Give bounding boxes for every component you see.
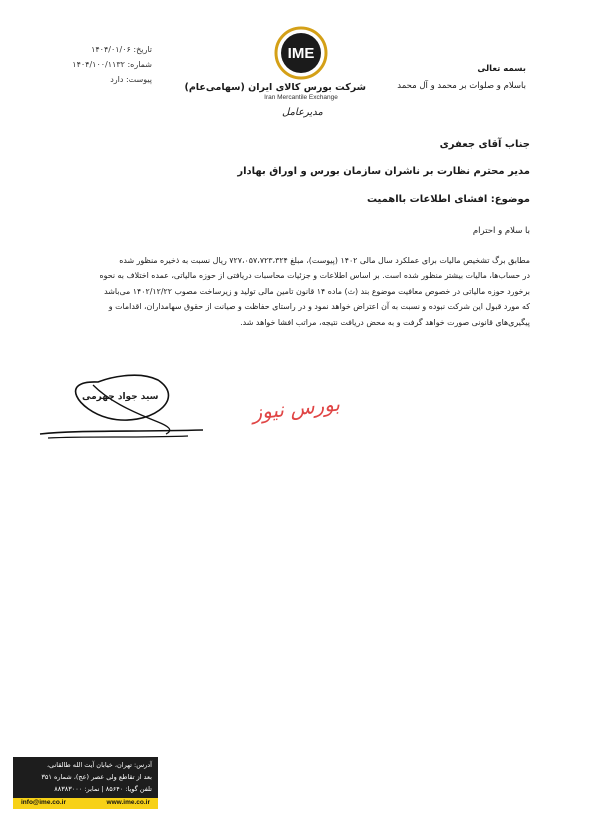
company-name-fa: شرکت بورس کالای ایران (سهامی‌عام) — [184, 82, 366, 93]
signatory-name: سید جواد جهرمی — [82, 392, 159, 402]
addressee-position: مدیر محترم نظارت بر ناشران سازمان بورس و اوراق بهادار — [237, 166, 530, 177]
letter-body — [58, 253, 530, 330]
ime-logo-letters: IME — [287, 45, 315, 62]
handwritten-signature — [38, 370, 208, 450]
salutation-text: باسلام و صلوات بر محمد و آل محمد — [397, 81, 526, 91]
addressee-name: جناب آقای جعفری — [439, 139, 530, 150]
footer-contact-block — [13, 757, 158, 809]
greeting-text: با سلام و احترام — [472, 226, 530, 236]
ceo-signature-mark: مدیرعامل — [282, 107, 323, 118]
letter-meta — [72, 42, 152, 87]
body-line: در حساب‌ها، مالیات بیشتر منظور شده است. بر اساس اطلاعات و جزئیات محاسبات دریافتی از حوزه مالیاتی، عمده اختلاف به نحوه — [99, 271, 530, 281]
footer-phones: تلفن گویا: ۸۵۶۴۰ | نمابر: ۸۸۳۸۳۰۰۰ — [54, 785, 152, 793]
bismillah-text: بسمه تعالی — [477, 64, 526, 74]
company-logo-block — [184, 26, 366, 101]
footer-web-contacts — [13, 799, 158, 809]
letter-number: شماره: ۱۴۰۴/۱۰۰/۱۱۳۲ — [72, 60, 152, 69]
body-line: برخورد حوزه مالیاتی در خصوص معافیت موضوع بند (ث) ماده ۱۴ قانون تامین مالی تولید و زیرساخت مصوب ۱۴۰۲/۱۲/۲۲ می‌باشد — [104, 286, 530, 296]
footer-address-line2: بعد از تقاطع ولی عصر (عج)، شماره ۳۵۱ — [41, 773, 152, 781]
body-line: مطابق برگ تشخیص مالیات برای عملکرد سال مالی ۱۴۰۲ (پیوست)، مبلغ ۷۲۷،۰۵۷،۷۲۳،۳۲۴ ریال نسبت به ذخیره منظور شده — [119, 256, 530, 265]
ime-logo-icon — [274, 26, 328, 80]
footer-address-line1: آدرس: تهران، خیابان آیت الله طالقانی، — [46, 761, 152, 769]
company-name-en: Iran Mercantile Exchange — [264, 94, 338, 101]
footer-email-link[interactable]: info@ime.co.ir — [21, 799, 66, 806]
body-line: که مورد قبول این شرکت نبوده و نسبت به آن اعتراض خواهد نمود و در راستای حفاظت و صیانت از حقوق سهامداران، اقدامات و — [108, 302, 530, 312]
footer-address-panel — [13, 757, 158, 798]
watermark-text: بورس نیوز — [250, 391, 341, 425]
letter-subject: موضوع: افشای اطلاعات بااهمیت — [366, 194, 530, 205]
letter-date: تاریخ: ۱۴۰۴/۰۱/۰۶ — [91, 45, 152, 54]
letter-attachment: پیوست: دارد — [110, 75, 152, 84]
footer-website-link[interactable]: www.ime.co.ir — [106, 799, 150, 806]
body-line: پیگیری‌های قانونی صورت خواهد گرفت و به محض دریافت نتیجه، مراتب افشا خواهد شد. — [240, 317, 530, 327]
header-invocation — [397, 61, 526, 95]
